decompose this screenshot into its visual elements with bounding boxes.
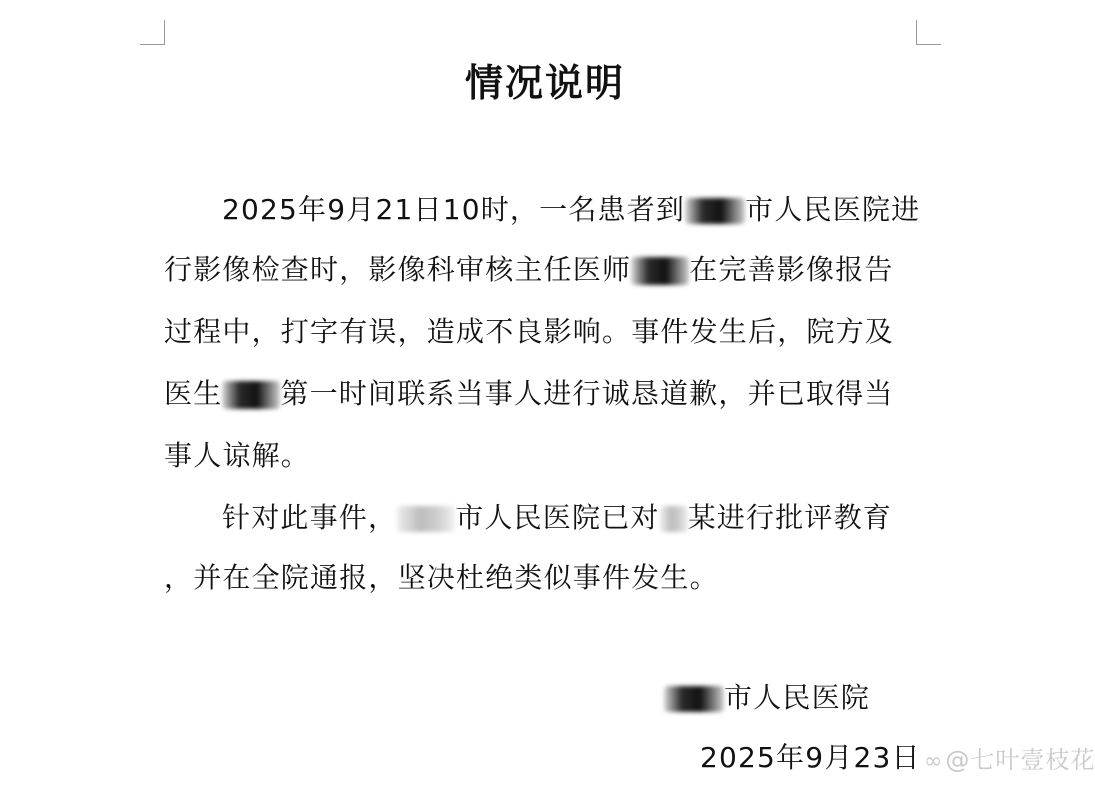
signature-organization <box>664 678 870 718</box>
text-segment: 针对此事件， <box>222 501 398 534</box>
redacted-doctor-name <box>222 381 280 409</box>
redacted-city-name <box>664 686 724 712</box>
paragraph-2-line-1 <box>222 498 892 538</box>
document-title: 情况说明 <box>464 61 625 105</box>
weibo-logo-icon: ∞ <box>924 749 944 774</box>
signature-date: 2025年9月23日 <box>700 741 921 774</box>
redacted-surname <box>660 506 688 532</box>
page-corner-mark-top-left <box>140 20 165 45</box>
text-segment: 第一时间联系当事人进行诚恳道歉，并已取得当 <box>280 377 894 410</box>
text-segment: 行影像检查时，影像科审核主任医师 <box>164 253 632 286</box>
text-segment: 医生 <box>164 377 223 410</box>
text-segment: 在完善影像报告 <box>689 253 894 286</box>
text-segment: 市人民医院已对 <box>455 501 660 534</box>
text-segment: 市人民医院进 <box>745 193 921 226</box>
redacted-city-name <box>397 506 455 532</box>
paragraph-1-line-1 <box>222 190 920 230</box>
paragraph-1-line-3: 过程中，打字有误，造成不良影响。事件发生后，院方及 <box>164 315 895 348</box>
watermark <box>924 740 1095 775</box>
redacted-city-name <box>685 198 745 224</box>
paragraph-1-line-2 <box>164 250 894 290</box>
text-segment: 2025年9月21日10时，一名患者到 <box>222 193 686 226</box>
page-corner-mark-top-right <box>916 20 941 45</box>
paragraph-2-line-2: ，并在全院通报，坚决杜绝类似事件发生。 <box>164 561 719 594</box>
paragraph-1-line-5: 事人谅解。 <box>164 439 311 472</box>
watermark-text: @七叶壹枝花 <box>945 746 1095 774</box>
redacted-doctor-name <box>631 257 689 285</box>
paragraph-1-line-4 <box>164 374 894 414</box>
text-segment: 某进行批评教育 <box>687 501 893 534</box>
text-segment: 市人民医院 <box>724 681 871 714</box>
